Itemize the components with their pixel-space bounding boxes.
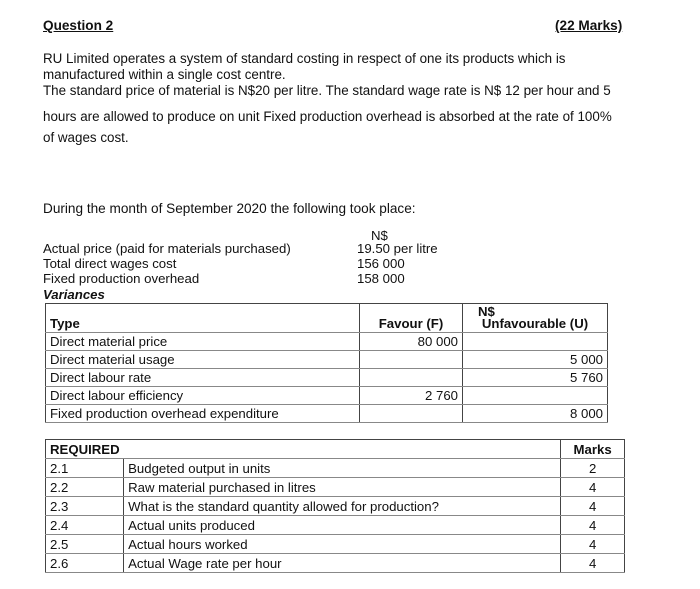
question-marks: (22 Marks) — [555, 18, 623, 33]
variance-favour: 80 000 — [360, 333, 463, 351]
table-row — [46, 405, 608, 423]
table-row — [46, 351, 608, 369]
required-marks: 4 — [561, 497, 625, 516]
table-header-row — [46, 304, 608, 333]
table-row — [46, 333, 608, 351]
september-currency: N$ — [371, 228, 388, 243]
variances-table — [45, 303, 608, 423]
table-header-row — [46, 440, 625, 459]
variance-type: Direct material usage — [46, 351, 360, 369]
september-value: 158 000 — [357, 271, 405, 286]
variance-favour: 2 760 — [360, 387, 463, 405]
variance-type: Direct labour rate — [46, 369, 360, 387]
september-label: Fixed production overhead — [43, 271, 200, 286]
col-unfav-header: Unfavourable (U) — [463, 304, 608, 333]
variance-unfav — [463, 333, 608, 351]
table-row — [46, 369, 608, 387]
required-marks: 4 — [561, 554, 625, 573]
required-text: Actual hours worked — [124, 535, 561, 554]
required-heading: REQUIRED — [46, 440, 124, 459]
variance-type: Direct labour efficiency — [46, 387, 360, 405]
required-marks: 4 — [561, 535, 625, 554]
intro-line-5: of wages cost. — [43, 130, 129, 145]
table-row — [46, 497, 625, 516]
required-text: Actual units produced — [124, 516, 561, 535]
september-value: 19.50 per litre — [357, 241, 438, 256]
variance-unfav: 5 760 — [463, 369, 608, 387]
intro-line-4: hours are allowed to produce on unit Fixed production overhead is absorbed at the rate of 100% — [43, 109, 612, 124]
required-text: Actual Wage rate per hour — [124, 554, 561, 573]
table-row — [46, 516, 625, 535]
table-row — [46, 535, 625, 554]
required-number: 2.4 — [46, 516, 124, 535]
table-row — [46, 387, 608, 405]
variance-favour — [360, 351, 463, 369]
required-text: Budgeted output in units — [124, 459, 561, 478]
marks-heading: Marks — [561, 440, 625, 459]
col-type-header: Type — [46, 304, 360, 333]
required-number: 2.3 — [46, 497, 124, 516]
required-marks: 4 — [561, 516, 625, 535]
col-favour-header: Favour (F) — [360, 304, 463, 333]
variance-favour — [360, 405, 463, 423]
variance-favour — [360, 369, 463, 387]
variance-unfav: 8 000 — [463, 405, 608, 423]
variance-unfav — [463, 387, 608, 405]
required-text: What is the standard quantity allowed for production? — [124, 497, 561, 516]
required-table — [45, 439, 625, 573]
variance-type: Fixed production overhead expenditure — [46, 405, 360, 423]
september-heading: During the month of September 2020 the following took place: — [43, 201, 416, 216]
table-row — [46, 478, 625, 497]
required-marks: 4 — [561, 478, 625, 497]
september-label: Total direct wages cost — [43, 256, 177, 271]
intro-line-1: RU Limited operates a system of standard costing in respect of one its products which is — [43, 51, 566, 66]
variances-currency: N$ — [478, 304, 495, 319]
required-marks: 2 — [561, 459, 625, 478]
table-row — [46, 554, 625, 573]
variance-type: Direct material price — [46, 333, 360, 351]
variances-heading: Variances — [43, 287, 105, 302]
required-number: 2.6 — [46, 554, 124, 573]
intro-line-3: The standard price of material is N$20 per litre. The standard wage rate is N$ 12 per hour and 5 — [43, 83, 611, 98]
table-row — [46, 459, 625, 478]
variance-unfav: 5 000 — [463, 351, 608, 369]
september-label: Actual price (paid for materials purchased) — [43, 241, 291, 256]
required-number: 2.2 — [46, 478, 124, 497]
required-number: 2.1 — [46, 459, 124, 478]
intro-line-2: manufactured within a single cost centre. — [43, 67, 286, 82]
required-text: Raw material purchased in litres — [124, 478, 561, 497]
question-title: Question 2 — [43, 18, 114, 33]
september-value: 156 000 — [357, 256, 405, 271]
required-number: 2.5 — [46, 535, 124, 554]
